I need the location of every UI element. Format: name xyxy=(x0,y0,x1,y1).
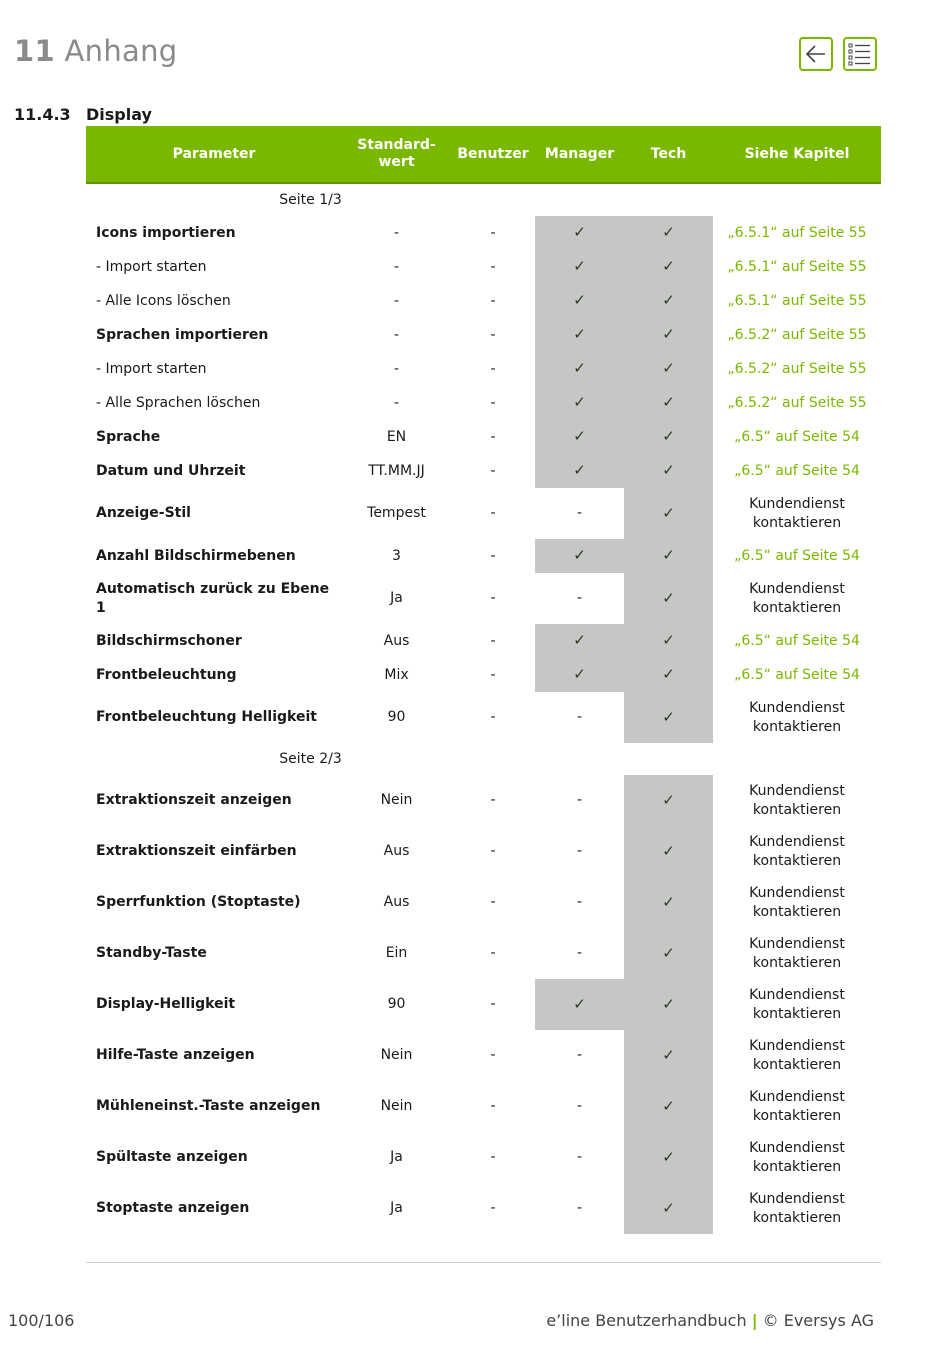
checkmark-icon: ✓ xyxy=(662,359,675,377)
checkmark-icon: ✓ xyxy=(662,223,675,241)
column-header: Parameter xyxy=(86,126,342,183)
tech-cell xyxy=(624,250,713,284)
default-value-cell: Mix xyxy=(384,666,409,683)
tech-cell xyxy=(624,775,713,826)
tech-cell xyxy=(624,979,713,1030)
chapter-name: Anhang xyxy=(64,34,178,68)
default-value-cell: EN xyxy=(386,428,407,445)
parameter-cell: Sprache xyxy=(96,428,161,445)
page-marker-row xyxy=(86,743,881,775)
benutzer-cell: - xyxy=(490,1047,496,1063)
table-row xyxy=(86,658,881,692)
parameter-cell: - Alle Sprachen löschen xyxy=(96,394,261,411)
chapter-title xyxy=(14,34,177,68)
table-row xyxy=(86,539,881,573)
manager-cell xyxy=(535,250,624,284)
checkmark-icon: ✓ xyxy=(573,223,586,241)
tech-cell xyxy=(624,386,713,420)
tech-cell xyxy=(624,216,713,250)
tech-cell xyxy=(624,1081,713,1132)
default-value-cell: Aus xyxy=(383,843,410,859)
tech-cell xyxy=(624,1183,713,1234)
page-number: 100/106 xyxy=(8,1311,75,1330)
parameter-cell: Anzeige-Stil xyxy=(96,505,191,521)
default-value-cell: Ja xyxy=(390,1200,403,1216)
manager-cell: - xyxy=(576,709,583,725)
tech-cell xyxy=(624,928,713,979)
table-row xyxy=(86,250,881,284)
table-row xyxy=(86,454,881,488)
checkmark-icon: ✓ xyxy=(662,461,675,479)
checkmark-icon: ✓ xyxy=(573,461,586,479)
benutzer-cell: - xyxy=(490,394,496,411)
reference-cell: Kundendienst kontaktieren xyxy=(749,699,845,735)
default-value-cell: TT.MM.JJ xyxy=(368,462,425,479)
tech-cell xyxy=(624,1132,713,1183)
benutzer-cell: - xyxy=(490,843,496,859)
reference-cell: Kundendienst kontaktieren xyxy=(749,986,845,1022)
manager-cell xyxy=(535,352,624,386)
manager-cell xyxy=(535,216,624,250)
table-row xyxy=(86,877,881,928)
arrow-left-icon xyxy=(804,44,828,64)
table-row xyxy=(86,386,881,420)
parameter-cell: Hilfe-Taste anzeigen xyxy=(96,1047,255,1063)
default-value-cell: Nein xyxy=(380,1047,413,1063)
parameter-cell: Stoptaste anzeigen xyxy=(96,1200,250,1216)
tech-cell xyxy=(624,284,713,318)
checkmark-icon: ✓ xyxy=(662,841,675,860)
checkmark-icon: ✓ xyxy=(573,291,586,309)
checkmark-icon: ✓ xyxy=(662,994,675,1013)
tech-cell xyxy=(624,488,713,539)
parameter-cell: Icons importieren xyxy=(96,224,236,241)
parameter-cell: Spültaste anzeigen xyxy=(96,1149,248,1165)
manager-cell xyxy=(535,658,624,692)
reference-cell: Kundendienst kontaktieren xyxy=(749,1139,845,1175)
manager-cell xyxy=(535,454,624,488)
benutzer-cell: - xyxy=(490,1098,496,1114)
manager-cell xyxy=(535,539,624,573)
reference-cell[interactable]: „6.5.2“ auf Seite 55 xyxy=(727,360,867,377)
column-header: Standard- wert xyxy=(342,126,451,183)
default-value-cell: Nein xyxy=(380,1098,413,1114)
parameter-cell: Frontbeleuchtung Helligkeit xyxy=(96,709,317,725)
column-header: Benutzer xyxy=(451,126,535,183)
benutzer-cell: - xyxy=(490,894,496,910)
checkmark-icon: ✓ xyxy=(573,257,586,275)
reference-cell: Kundendienst kontaktieren xyxy=(749,580,845,616)
section-number: 11.4.3 xyxy=(14,105,71,124)
footer-separator: | xyxy=(751,1311,758,1330)
reference-cell[interactable]: „6.5“ auf Seite 54 xyxy=(734,462,860,479)
checkmark-icon: ✓ xyxy=(662,325,675,343)
checkmark-icon: ✓ xyxy=(662,1147,675,1166)
parameter-cell: - Import starten xyxy=(96,258,207,275)
chapter-number: 11 xyxy=(14,34,55,68)
tech-cell xyxy=(624,826,713,877)
table-row xyxy=(86,284,881,318)
default-value-cell: - xyxy=(393,224,400,241)
checkmark-icon: ✓ xyxy=(662,943,675,962)
manager-cell xyxy=(535,284,624,318)
column-header: Siehe Kapitel xyxy=(713,126,881,183)
section-title: Display xyxy=(86,105,152,124)
manager-cell xyxy=(535,318,624,352)
checkmark-icon: ✓ xyxy=(662,1096,675,1115)
benutzer-cell: - xyxy=(490,996,496,1012)
checkmark-icon: ✓ xyxy=(662,1198,675,1217)
parameter-cell: Extraktionszeit einfärben xyxy=(96,843,297,859)
reference-cell[interactable]: „6.5“ auf Seite 54 xyxy=(734,547,860,564)
checkmark-icon: ✓ xyxy=(662,892,675,911)
table-row xyxy=(86,692,881,743)
back-button[interactable] xyxy=(799,37,833,71)
benutzer-cell: - xyxy=(490,590,496,606)
manager-cell xyxy=(535,624,624,658)
table-row xyxy=(86,573,881,624)
checkmark-icon: ✓ xyxy=(573,631,586,649)
default-value-cell: Nein xyxy=(380,792,413,808)
benutzer-cell: - xyxy=(490,360,496,377)
benutzer-cell: - xyxy=(490,632,496,649)
parameter-cell: Frontbeleuchtung xyxy=(96,666,237,683)
checkmark-icon: ✓ xyxy=(573,546,586,564)
tech-cell xyxy=(624,454,713,488)
parameter-table xyxy=(86,126,881,1234)
table-row xyxy=(86,1132,881,1183)
benutzer-cell: - xyxy=(490,428,496,445)
tech-cell xyxy=(624,692,713,743)
tech-cell xyxy=(624,352,713,386)
reference-cell[interactable]: „6.5“ auf Seite 54 xyxy=(734,666,860,683)
footer-text xyxy=(546,1311,874,1330)
checkmark-icon: ✓ xyxy=(662,546,675,564)
parameter-cell: Datum und Uhrzeit xyxy=(96,462,246,479)
parameter-cell: Automatisch zurück zu Ebene 1 xyxy=(96,580,330,616)
default-value-cell: - xyxy=(393,292,400,309)
reference-cell: Kundendienst kontaktieren xyxy=(749,495,845,531)
benutzer-cell: - xyxy=(490,224,496,241)
reference-cell[interactable]: „6.5“ auf Seite 54 xyxy=(734,632,860,649)
reference-cell: Kundendienst kontaktieren xyxy=(749,782,845,818)
column-header: Manager xyxy=(535,126,624,183)
checkmark-icon: ✓ xyxy=(662,588,675,607)
tech-cell xyxy=(624,624,713,658)
table-row xyxy=(86,928,881,979)
checkmark-icon: ✓ xyxy=(662,291,675,309)
manager-cell: - xyxy=(576,843,583,859)
checkmark-icon: ✓ xyxy=(662,393,675,411)
benutzer-cell: - xyxy=(490,792,496,808)
parameter-cell: Standby-Taste xyxy=(96,945,207,961)
parameter-cell: - Alle Icons löschen xyxy=(96,292,231,309)
page-marker-spacer xyxy=(535,183,881,216)
checkmark-icon: ✓ xyxy=(662,790,675,809)
benutzer-cell: - xyxy=(490,326,496,343)
default-value-cell: 3 xyxy=(392,547,401,564)
benutzer-cell: - xyxy=(490,547,496,564)
default-value-cell: Aus xyxy=(383,894,410,910)
table-row xyxy=(86,1030,881,1081)
tech-cell xyxy=(624,573,713,624)
page-marker-row xyxy=(86,183,881,216)
table-row xyxy=(86,979,881,1030)
checkmark-icon: ✓ xyxy=(573,427,586,445)
default-value-cell: Ja xyxy=(390,590,403,606)
reference-cell: Kundendienst kontaktieren xyxy=(749,1088,845,1124)
checkmark-icon: ✓ xyxy=(573,325,586,343)
checkmark-icon: ✓ xyxy=(662,665,675,683)
parameter-cell: Extraktionszeit anzeigen xyxy=(96,792,292,808)
manager-cell xyxy=(535,979,624,1030)
column-header: Tech xyxy=(624,126,713,183)
benutzer-cell: - xyxy=(490,292,496,309)
manager-cell xyxy=(535,420,624,454)
benutzer-cell: - xyxy=(490,258,496,275)
reference-cell[interactable]: „6.5“ auf Seite 54 xyxy=(734,428,860,445)
parameter-cell: Bildschirmschoner xyxy=(96,632,242,649)
table-row xyxy=(86,488,881,539)
table-header-row xyxy=(86,126,881,183)
tech-cell xyxy=(624,420,713,454)
page-marker: Seite 1/3 xyxy=(279,191,342,208)
checkmark-icon: ✓ xyxy=(573,359,586,377)
checkmark-icon: ✓ xyxy=(573,665,586,683)
manager-cell xyxy=(535,386,624,420)
checkmark-icon: ✓ xyxy=(662,1045,675,1064)
manager-cell: - xyxy=(576,1047,583,1063)
footer-divider xyxy=(86,1262,881,1263)
parameter-cell: Mühleneinst.-Taste anzeigen xyxy=(96,1098,321,1114)
manager-cell: - xyxy=(576,894,583,910)
default-value-cell: - xyxy=(393,394,400,411)
checkmark-icon: ✓ xyxy=(573,393,586,411)
parameter-cell: - Import starten xyxy=(96,360,207,377)
manager-cell: - xyxy=(576,590,583,606)
reference-cell[interactable]: „6.5.2“ auf Seite 55 xyxy=(727,394,867,411)
parameter-cell: Sperrfunktion (Stoptaste) xyxy=(96,894,301,910)
table-row xyxy=(86,775,881,826)
table-row xyxy=(86,826,881,877)
checkmark-icon: ✓ xyxy=(662,427,675,445)
parameter-cell: Sprachen importieren xyxy=(96,326,269,343)
reference-cell: Kundendienst kontaktieren xyxy=(749,833,845,869)
parameter-cell: Display-Helligkeit xyxy=(96,996,236,1012)
checkmark-icon: ✓ xyxy=(573,994,586,1013)
parameter-cell: Anzahl Bildschirmebenen xyxy=(96,547,296,564)
reference-cell[interactable]: „6.5.2“ auf Seite 55 xyxy=(727,326,867,343)
default-value-cell: - xyxy=(393,258,400,275)
table-row xyxy=(86,352,881,386)
table-row xyxy=(86,318,881,352)
list-icon xyxy=(847,41,873,67)
table-row xyxy=(86,420,881,454)
checkmark-icon: ✓ xyxy=(662,503,675,522)
page-marker-spacer xyxy=(535,743,881,775)
reference-cell: Kundendienst kontaktieren xyxy=(749,935,845,971)
checkmark-icon: ✓ xyxy=(662,257,675,275)
manager-cell: - xyxy=(576,1149,583,1165)
default-value-cell: Aus xyxy=(383,632,410,649)
reference-cell: Kundendienst kontaktieren xyxy=(749,884,845,920)
tech-cell xyxy=(624,539,713,573)
reference-cell[interactable]: „6.5.1“ auf Seite 55 xyxy=(727,258,867,275)
manager-cell: - xyxy=(576,792,583,808)
benutzer-cell: - xyxy=(490,709,496,725)
default-value-cell: Ja xyxy=(390,1149,403,1165)
table-row xyxy=(86,1183,881,1234)
tech-cell xyxy=(624,318,713,352)
reference-cell: Kundendienst kontaktieren xyxy=(749,1037,845,1073)
tech-cell xyxy=(624,658,713,692)
tech-cell xyxy=(624,877,713,928)
benutzer-cell: - xyxy=(490,505,496,521)
benutzer-cell: - xyxy=(490,666,496,683)
table-row xyxy=(86,216,881,250)
default-value-cell: 90 xyxy=(387,996,406,1012)
page-marker: Seite 2/3 xyxy=(279,750,342,767)
benutzer-cell: - xyxy=(490,1200,496,1216)
document-title: e’line Benutzerhandbuch xyxy=(546,1311,747,1330)
manager-cell: - xyxy=(576,945,583,961)
checkmark-icon: ✓ xyxy=(662,707,675,726)
default-value-cell: Tempest xyxy=(367,505,426,521)
default-value-cell: Ein xyxy=(385,945,408,961)
default-value-cell: - xyxy=(393,360,400,377)
default-value-cell: 90 xyxy=(387,709,406,725)
reference-cell[interactable]: „6.5.1“ auf Seite 55 xyxy=(727,292,867,309)
table-row xyxy=(86,624,881,658)
manager-cell: - xyxy=(576,1200,583,1216)
reference-cell: Kundendienst kontaktieren xyxy=(749,1190,845,1226)
table-row xyxy=(86,1081,881,1132)
tech-cell xyxy=(624,1030,713,1081)
benutzer-cell: - xyxy=(490,1149,496,1165)
default-value-cell: - xyxy=(393,326,400,343)
checkmark-icon: ✓ xyxy=(662,631,675,649)
copyright: © Eversys AG xyxy=(762,1311,874,1330)
manager-cell: - xyxy=(576,1098,583,1114)
benutzer-cell: - xyxy=(490,462,496,479)
table-of-contents-button[interactable] xyxy=(843,37,877,71)
benutzer-cell: - xyxy=(490,945,496,961)
manager-cell: - xyxy=(576,505,583,521)
reference-cell[interactable]: „6.5.1“ auf Seite 55 xyxy=(727,224,867,241)
